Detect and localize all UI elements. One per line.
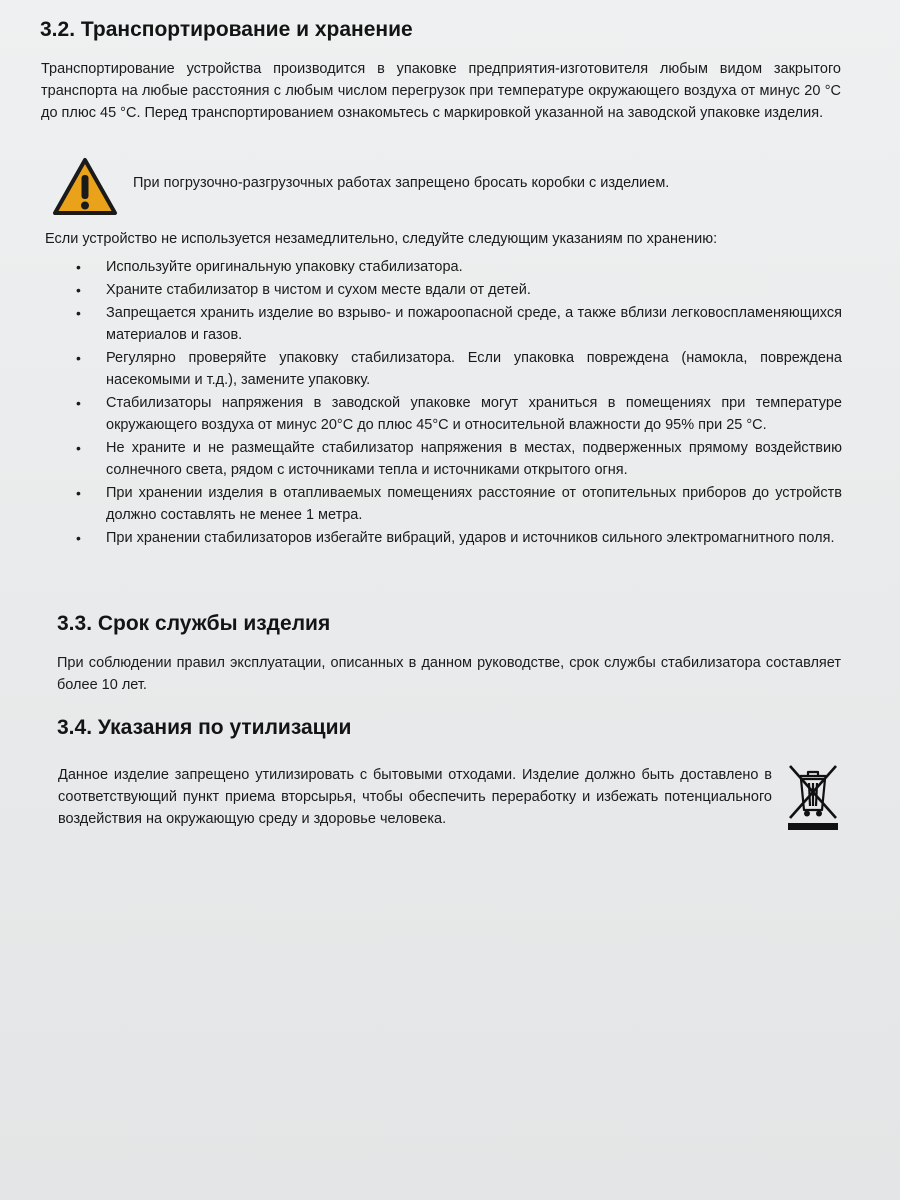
list-item: • Используйте оригинальную упаковку стабилизатора. xyxy=(76,259,463,275)
list-item: • Регулярно проверяйте упаковку стабилизатора. Если упаковка повреждена (намокла, повреждена насекомыми и т.д.), замените упаковку. xyxy=(76,350,842,388)
list-item: • Запрещается хранить изделие во взрыво- и пожароопасной среде, а также вблизи легковоспламеняющихся материалов и газов. xyxy=(76,305,842,343)
section-3-4-title: 3.4. Указания по утилизации xyxy=(57,716,352,739)
storage-list xyxy=(70,256,842,550)
list-item: • Стабилизаторы напряжения в заводской упаковке могут храниться в помещениях при температуре окружающего воздуха от минус 20°С до плюс 45°С и относительной влажности до 95% при 25 °С. xyxy=(76,395,842,433)
list-item: • Храните стабилизатор в чистом и сухом месте вдали от детей. xyxy=(76,282,531,298)
section-3-3-title: 3.3. Срок службы изделия xyxy=(57,612,331,635)
service-life-paragraph: При соблюдении правил эксплуатации, описанных в данном руководстве, срок службы стабилизатора составляет более 10 лет. xyxy=(57,655,841,693)
crossed-out-bin-icon xyxy=(786,762,840,832)
warning-triangle-icon xyxy=(52,157,118,217)
list-item: • Не храните и не размещайте стабилизатор напряжения в местах, подверженных прямому воздействию солнечного света, рядом с источниками тепла и источниками открытого огня. xyxy=(76,440,842,478)
section-3-2-title: 3.2. Транспортирование и хранение xyxy=(40,18,413,41)
warning-text: При погрузочно-разгрузочных работах запрещено бросать коробки с изделием. xyxy=(133,175,670,191)
list-item: • При хранении изделия в отапливаемых помещениях расстояние от отопительных приборов до устройств должно составлять не менее 1 метра. xyxy=(76,485,842,523)
storage-intro: Если устройство не используется незамедлительно, следуйте следующим указаниям по хранению: xyxy=(45,231,718,247)
disposal-paragraph: Данное изделие запрещено утилизировать с бытовыми отходами. Изделие должно быть доставлено в соответствующий пункт приема вторсырья, чтобы обеспечить переработку и избежать потенциального воздействия на окружающую среду и здоровье человека. xyxy=(58,767,772,827)
transport-paragraph: Транспортирование устройства производится в упаковке предприятия-изготовителя любым видом закрытого транспорта на любые расстояния с любым числом перегрузок при температуре окружающего воздуха от минус 20 °С до плюс 45 °С. Перед транспортированием ознакомьтесь с маркировкой указанной на заводской упаковке изделия. xyxy=(41,61,841,121)
list-item: • При хранении стабилизаторов избегайте вибраций, ударов и источников сильного электромагнитного поля. xyxy=(76,530,835,546)
